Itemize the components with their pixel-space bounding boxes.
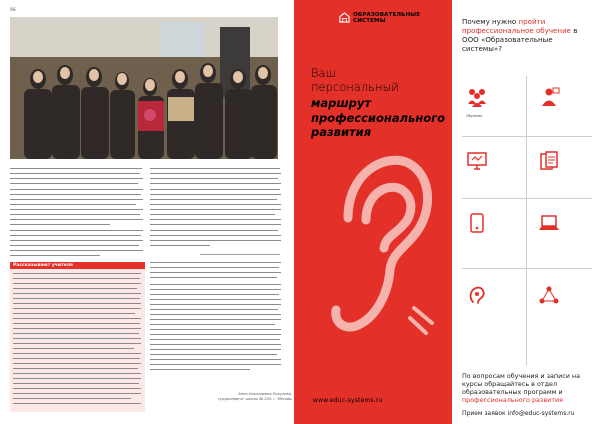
device-icon — [466, 212, 488, 234]
contact-prompt-text: По вопросам обучения и записи на курсы обращайтесь в отдел образовательных программ и — [462, 372, 581, 396]
team-icon — [466, 86, 488, 108]
logo-line-2: СИСТЕМЫ — [353, 18, 386, 25]
left-page — [0, 0, 294, 424]
laptop-icon — [538, 212, 560, 234]
website-url[interactable]: www.educ-systems.ru — [313, 397, 383, 404]
right-title — [462, 17, 592, 53]
contact-line — [462, 410, 575, 417]
feature-caption-1: Обучение — [466, 114, 483, 118]
logo-icon — [339, 12, 350, 23]
ad-title-line-1: Ваш — [311, 66, 337, 80]
ad-title-line-5: развития — [311, 125, 372, 139]
ad-title-bold — [311, 96, 445, 140]
grid-divider-vertical — [526, 76, 527, 366]
grid-divider-2 — [462, 198, 592, 199]
right-title-accent: пройти профессиональное обучение — [462, 17, 572, 35]
documents-icon — [538, 150, 560, 172]
ear-hearing-icon — [326, 148, 434, 353]
ad-title-line-4: профессионального — [311, 110, 446, 125]
contact-label: Прием заявок — [462, 410, 508, 417]
grid-divider-3 — [462, 268, 592, 269]
monitor-icon — [466, 150, 488, 172]
contact-prompt — [462, 372, 594, 404]
right-title-part-2: в ООО «Образовательные системы»? — [462, 26, 578, 53]
author-signature: Анна Николаевна Пикулева, сурдопедагог школы № 224, г. Москвы — [218, 392, 292, 401]
group-photo — [10, 17, 278, 159]
ad-title-line-3: маршрут — [311, 96, 371, 110]
contact-prompt-accent: профессионального развития — [462, 396, 563, 404]
hearing-aid-icon — [466, 284, 488, 306]
ad-title-line-2: персональный — [311, 80, 399, 94]
right-title-part-1: Почему нужно — [462, 17, 519, 26]
experts-icon — [538, 86, 560, 108]
logo-line-1: ОБРАЗОВАТЕЛЬНЫЕ — [353, 12, 421, 18]
ad-title-light — [311, 66, 399, 94]
logo-text — [353, 12, 420, 24]
grid-divider-1 — [462, 136, 592, 137]
teachers-quote-box — [10, 269, 145, 412]
section-title: Рассказывают учителя — [10, 262, 145, 269]
network-icon — [538, 284, 560, 306]
page-number: 56 — [10, 7, 16, 12]
contact-email[interactable]: info@educ-systems.ru — [507, 410, 575, 417]
